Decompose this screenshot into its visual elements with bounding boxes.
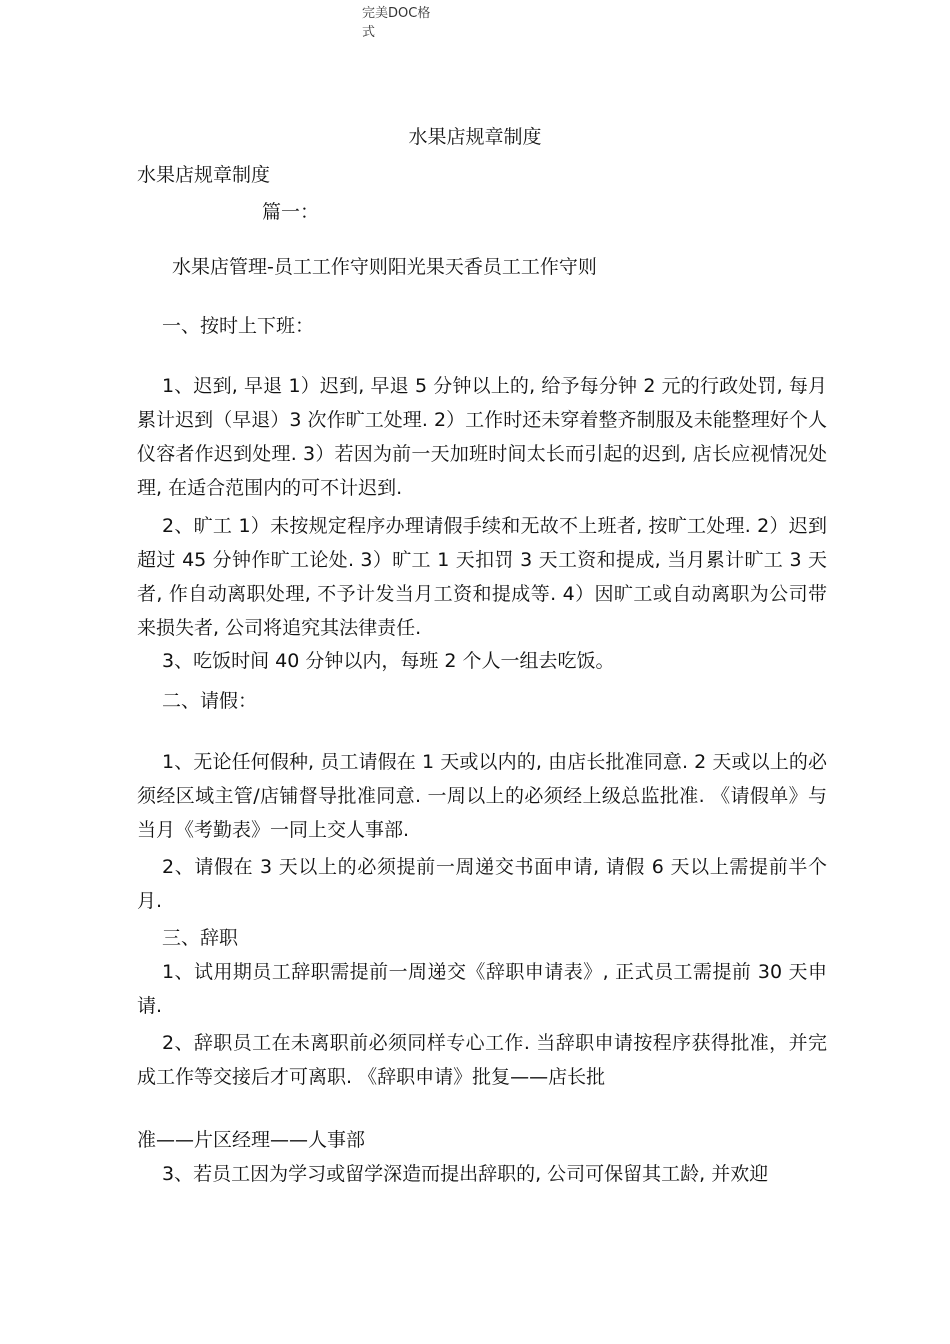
section-1-paragraph-3: 3、吃饭时间 40 分钟以内，每班 2 个人一组去吃饭。 (162, 650, 615, 672)
document-title: 水果店规章制度 (408, 126, 542, 148)
section-3-paragraph-2: 2、辞职员工在未离职前必须同样专心工作. 当辞职申请按程序获得批准，并完成工作等交接后才可离职. 《辞职申请》批复——店长批 (137, 1032, 827, 1088)
section-3-paragraph-2-continued: 准——片区经理——人事部 (137, 1129, 366, 1151)
section-3-paragraph-3: 3、若员工因为学习或留学深造而提出辞职的, 公司可保留其工龄, 并欢迎 (162, 1163, 769, 1185)
section-3-title: 三、辞职 (162, 927, 239, 949)
section-3-paragraph-1: 1、试用期员工辞职需提前一周递交《辞职申请表》, 正式员工需提前 30 天申请. (137, 961, 827, 1017)
section-2-paragraph-1: 1、无论任何假种, 员工请假在 1 天或以内的, 由店长批准同意. 2 天或以上的必须经区域主管/店铺督导批准同意. 一周以上的必须经上级总监批准. 《请假单》与当月《考勤表》一同上交人事部. (137, 751, 827, 841)
section-1-title: 一、按时上下班： (162, 315, 315, 337)
section-2-title: 二、请假： (162, 690, 258, 712)
part-label: 篇一： (262, 201, 320, 223)
section-1-paragraph-2: 2、旷工 1）未按规定程序办理请假手续和无故不上班者, 按旷工处理. 2）迟到超过 45 分钟作旷工论处. 3）旷工 1 天扣罚 3 天工资和提成, 当月累计旷工 3 天者, 作自动离职处理, 不予计发当月工资和提成等. 4）因旷工或自动离职为公司带来损失者, 公司将追究其法律责任. (137, 515, 827, 639)
document-subtitle: 水果店规章制度 (137, 164, 271, 186)
header-note: 完美DOC格式 (362, 6, 431, 40)
section-heading: 水果店管理-员工工作守则阳光果天香员工工作守则 (172, 256, 597, 278)
section-2-paragraph-2: 2、请假在 3 天以上的必须提前一周递交书面申请, 请假 6 天以上需提前半个月. (137, 856, 827, 912)
section-1-paragraph-1: 1、迟到, 早退 1）迟到, 早退 5 分钟以上的, 给予每分钟 2 元的行政处罚, 每月累计迟到（早退）3 次作旷工处理. 2）工作时还未穿着整齐制服及未能整理好个人仪容者作迟到处理. 3）若因为前一天加班时间太长而引起的迟到, 店长应视情况处理, 在适合范围内的可不计迟到. (137, 375, 827, 499)
